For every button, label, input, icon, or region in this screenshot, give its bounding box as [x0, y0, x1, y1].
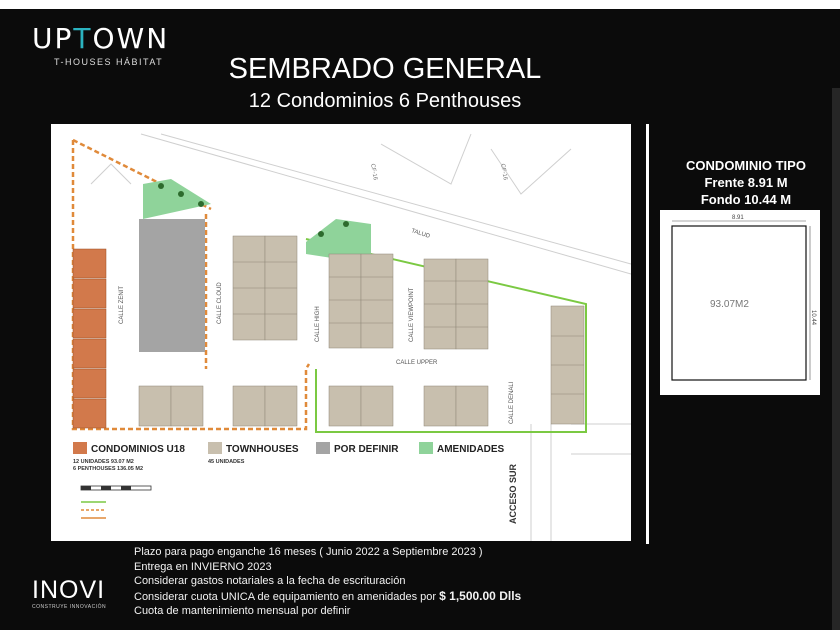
road-label: CF-16: [369, 163, 378, 181]
note-amount: $ 1,500.00 Dlls: [439, 588, 522, 603]
street-label: CALLE UPPER: [396, 360, 438, 366]
site-plan: [51, 124, 631, 541]
condominio-tipo-frente: Frente 8.91 M: [704, 175, 788, 190]
road-label: CF-16: [499, 163, 508, 181]
inovi-tagline: CONSTRUYE INNOVACIÓN: [32, 604, 107, 610]
page-title: SEMBRADO GENERAL: [228, 53, 542, 85]
street-label: CALLE VIEWPOINT: [409, 287, 415, 342]
condominio-tipo-title: CONDOMINIO TIPO: [686, 158, 806, 173]
tipo-area-label: 93.07M2: [710, 299, 749, 310]
note-line: Considerar gastos notariales a la fecha de escrituración: [134, 575, 406, 587]
condominio-tipo-diagram: [660, 210, 820, 395]
note-line: Entrega en INVIERNO 2023: [134, 560, 272, 573]
street-label: CALLE DENALI: [509, 381, 515, 424]
legend-townhouses-detail: 45 UNIDADES: [208, 459, 245, 465]
uptown-logo: [32, 24, 169, 67]
top-border: [0, 0, 840, 9]
legend-swatch-por-definir: [316, 442, 330, 454]
legend-por-definir: POR DEFINIR: [334, 444, 399, 455]
logo-prefix: UP: [32, 22, 74, 55]
legend-townhouses: TOWNHOUSES: [226, 444, 299, 455]
street-label: ACCESO SUR: [508, 463, 518, 524]
line-legend: [81, 502, 106, 518]
note-line: Cuota de mantenimiento mensual por definir: [134, 605, 351, 617]
condominio-tipo-fondo: Fondo 10.44 M: [700, 192, 792, 207]
divider-line: [646, 124, 649, 544]
legend-amenidades: AMENIDADES: [437, 444, 505, 455]
amenity-area: [143, 179, 211, 219]
por-definir-area: [139, 219, 205, 352]
street-label: CALLE ZENIT: [119, 285, 125, 324]
street-label: CALLE HIGH: [315, 306, 321, 342]
page-subtitle: 12 Condominios 6 Penthouses: [248, 90, 522, 112]
legend-swatch-amenidades: [419, 442, 433, 454]
note-prefix: Considerar cuota UNICA de equipamiento en amenidades por: [134, 590, 440, 603]
legend-condominios-detail: 6 PENTHOUSES 136.05 M2: [73, 466, 144, 472]
logo-accent: T: [73, 22, 93, 55]
tipo-width-label: 8.91: [732, 215, 744, 221]
tipo-depth-label: 10.44: [810, 310, 816, 326]
logo-suffix: OWN: [92, 22, 170, 55]
inovi-name: INOVI: [32, 576, 106, 604]
legend-condominios-detail: 12 UNIDADES 93.07 M2: [73, 459, 134, 465]
payment-notes: [134, 545, 654, 619]
legend-swatch-townhouses: [208, 442, 222, 454]
note-line: Plazo para pago enganche 16 meses ( Junio 2022 a Septiembre 2023 ): [134, 546, 483, 558]
scale-bar: [81, 486, 151, 490]
street-label: CALLE CLOUD: [217, 282, 223, 324]
legend-swatch-condominios: [73, 442, 87, 454]
inovi-logo: [32, 577, 106, 610]
street-label: TALUD: [410, 228, 431, 240]
logo-tagline: T-HOUSES HÁBITAT: [54, 57, 164, 67]
condominios-block: [73, 249, 106, 428]
note-line: [134, 589, 654, 605]
legend-condominios: CONDOMINIOS U18: [91, 444, 185, 455]
